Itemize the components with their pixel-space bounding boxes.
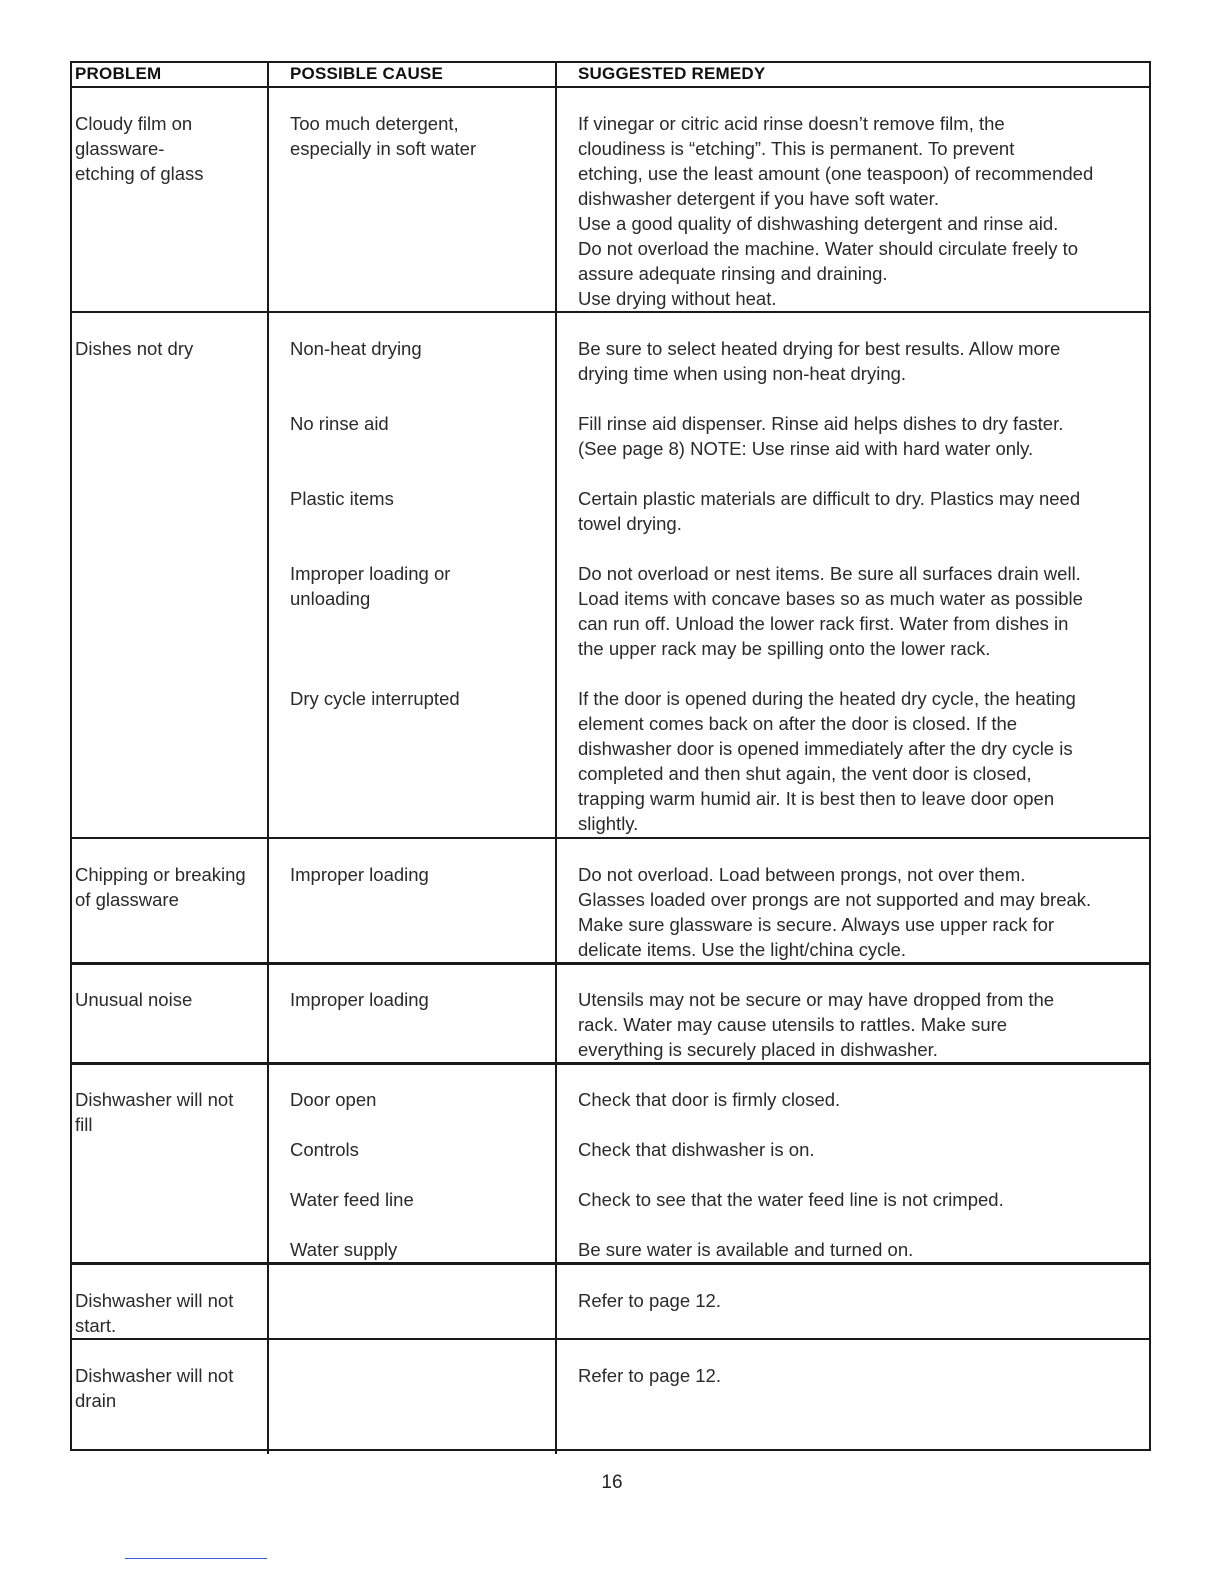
page-number: 16 (601, 1472, 623, 1493)
row-divider (70, 1062, 1149, 1065)
header-rule (70, 86, 1149, 88)
footer-link-underline (125, 1558, 267, 1559)
cause-cell: Non-heat drying (290, 338, 422, 359)
problem-cell: Dishwasher will not fill (75, 1089, 234, 1135)
remedy-cell: Fill rinse aid dispenser. Rinse aid helps dishes to dry faster. (See page 8) NOTE: Use rinse aid with hard water only. (578, 413, 1064, 459)
remedy-cell: Certain plastic materials are difficult to dry. Plastics may need towel drying. (578, 488, 1081, 534)
remedy-cell: Do not overload or nest items. Be sure all surfaces drain well. Load items with concave bases so as much water as possible can run off. Unload the lower rack first. Water from dishes in the upper rack may be spilling onto the lower rack. (578, 563, 1083, 659)
remedy-cell: Check that door is firmly closed. (578, 1089, 841, 1110)
problem-cell: Cloudy film on glassware- etching of glass (75, 113, 204, 184)
cause-cell: No rinse aid (290, 413, 389, 434)
cause-cell: Too much detergent, especially in soft water (290, 113, 477, 159)
problem-cell: Chipping or breaking of glassware (75, 864, 246, 910)
row-divider (70, 1338, 1149, 1340)
cause-cell: Improper loading (290, 864, 429, 885)
remedy-cell: Check to see that the water feed line is not crimped. (578, 1189, 1004, 1210)
remedy-cell: Do not overload. Load between prongs, not over them. Glasses loaded over prongs are not supported and may break. Make sure glassware is secure. Always use upper rack for delicate items. Use the light/china cycle. (578, 864, 1092, 960)
problem-cell: Unusual noise (75, 989, 193, 1010)
remedy-cell: Be sure to select heated drying for best results. Allow more drying time when using non-heat drying. (578, 338, 1061, 384)
cause-cell: Water supply (290, 1239, 398, 1260)
cause-cell: Door open (290, 1089, 377, 1110)
remedy-cell: Check that dishwasher is on. (578, 1139, 815, 1160)
column-divider (267, 61, 269, 1454)
row-divider (70, 962, 1149, 965)
cause-cell: Improper loading or unloading (290, 563, 451, 609)
header-possible-cause: POSSIBLE CAUSE (290, 64, 443, 83)
row-divider (70, 311, 1149, 313)
remedy-cell: If the door is opened during the heated dry cycle, the heating element comes back on after the door is closed. If the dishwasher door is opened immediately after the dry cycle is completed and then shut again, the vent door is closed, trapping warm humid air. It is best then to leave door open slightly. (578, 688, 1076, 834)
remedy-cell: Be sure water is available and turned on. (578, 1239, 914, 1260)
header-suggested-remedy: SUGGESTED REMEDY (578, 64, 766, 83)
problem-cell: Dishes not dry (75, 338, 194, 359)
remedy-cell: Refer to page 12. (578, 1365, 721, 1386)
cause-cell: Plastic items (290, 488, 394, 509)
cause-cell: Improper loading (290, 989, 429, 1010)
cause-cell: Controls (290, 1139, 359, 1160)
problem-cell: Dishwasher will not drain (75, 1365, 234, 1411)
remedy-cell: Utensils may not be secure or may have dropped from the rack. Water may cause utensils to rattles. Make sure everything is securely placed in dishwasher. (578, 989, 1055, 1060)
header-problem: PROBLEM (75, 64, 162, 83)
remedy-cell: If vinegar or citric acid rinse doesn’t remove film, the cloudiness is “etching”. This is permanent. To prevent etching, use the least amount (one teaspoon) of recommended dishwasher detergent if you have soft water. Use a good quality of dishwashing detergent and rinse aid. Do not overload the machine. Water should circulate freely to assure adequate rinsing and draining. Use drying without heat. (578, 113, 1094, 309)
remedy-cell: Refer to page 12. (578, 1290, 721, 1311)
problem-cell: Dishwasher will not start. (75, 1290, 234, 1336)
cause-cell: Dry cycle interrupted (290, 688, 460, 709)
cause-cell: Water feed line (290, 1189, 414, 1210)
row-divider (70, 837, 1149, 839)
row-divider (70, 1262, 1149, 1265)
column-divider (555, 61, 557, 1454)
